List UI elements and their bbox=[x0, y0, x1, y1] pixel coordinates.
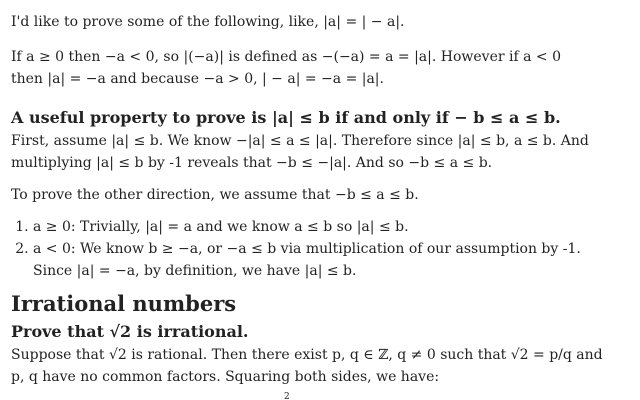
suppose-line-1: Suppose that √2 is rational. Then there exist p, q ∈ ℤ, q ≠ 0 such that √2 = p/q and bbox=[11, 347, 603, 363]
first-direction-paragraph bbox=[11, 130, 626, 174]
property-heading: A useful property to prove is |a| ≤ b if and only if − b ≤ a ≤ b. bbox=[11, 108, 561, 127]
cases-line-1: If a ≥ 0 then −a < 0, so |(−a)| is defined as −(−a) = a = |a|. However if a < 0 bbox=[11, 49, 562, 65]
proof-steps-list bbox=[11, 216, 626, 282]
suppose-paragraph bbox=[11, 344, 626, 388]
cases-line-2: then |a| = −a and because −a > 0, | − a| = −a = |a|. bbox=[11, 71, 384, 87]
proof-step-text: a ≥ 0: Trivially, |a| = a and we know a ≤ b so |a| ≤ b. bbox=[33, 219, 409, 235]
cases-paragraph bbox=[11, 46, 626, 90]
other-direction-paragraph: To prove the other direction, we assume that −b ≤ a ≤ b. bbox=[11, 187, 419, 203]
proof-step bbox=[33, 238, 626, 282]
first-line-2: multiplying |a| ≤ b by -1 reveals that −b ≤ −|a|. And so −b ≤ a ≤ b. bbox=[11, 155, 493, 171]
intro-paragraph: I'd like to prove some of the following, like, |a| = | − a|. bbox=[11, 14, 405, 30]
first-line-1: First, assume |a| ≤ b. We know −|a| ≤ a ≤ |a|. Therefore since |a| ≤ b, a ≤ b. And bbox=[11, 133, 589, 149]
proof-step bbox=[33, 216, 626, 238]
proof-step-continuation: Since |a| = −a, by definition, we have |a| ≤ b. bbox=[33, 263, 357, 279]
section-heading: Irrational numbers bbox=[11, 291, 237, 316]
suppose-line-2: p, q have no common factors. Squaring both sides, we have: bbox=[11, 369, 440, 385]
proof-step-text: 2. a < 0: We know b ≥ −a, or −a ≤ b via multiplication of our assumption by -1. bbox=[33, 241, 581, 257]
equation-fragment: 2 bbox=[284, 392, 290, 400]
subheading: Prove that √2 is irrational. bbox=[11, 322, 249, 341]
